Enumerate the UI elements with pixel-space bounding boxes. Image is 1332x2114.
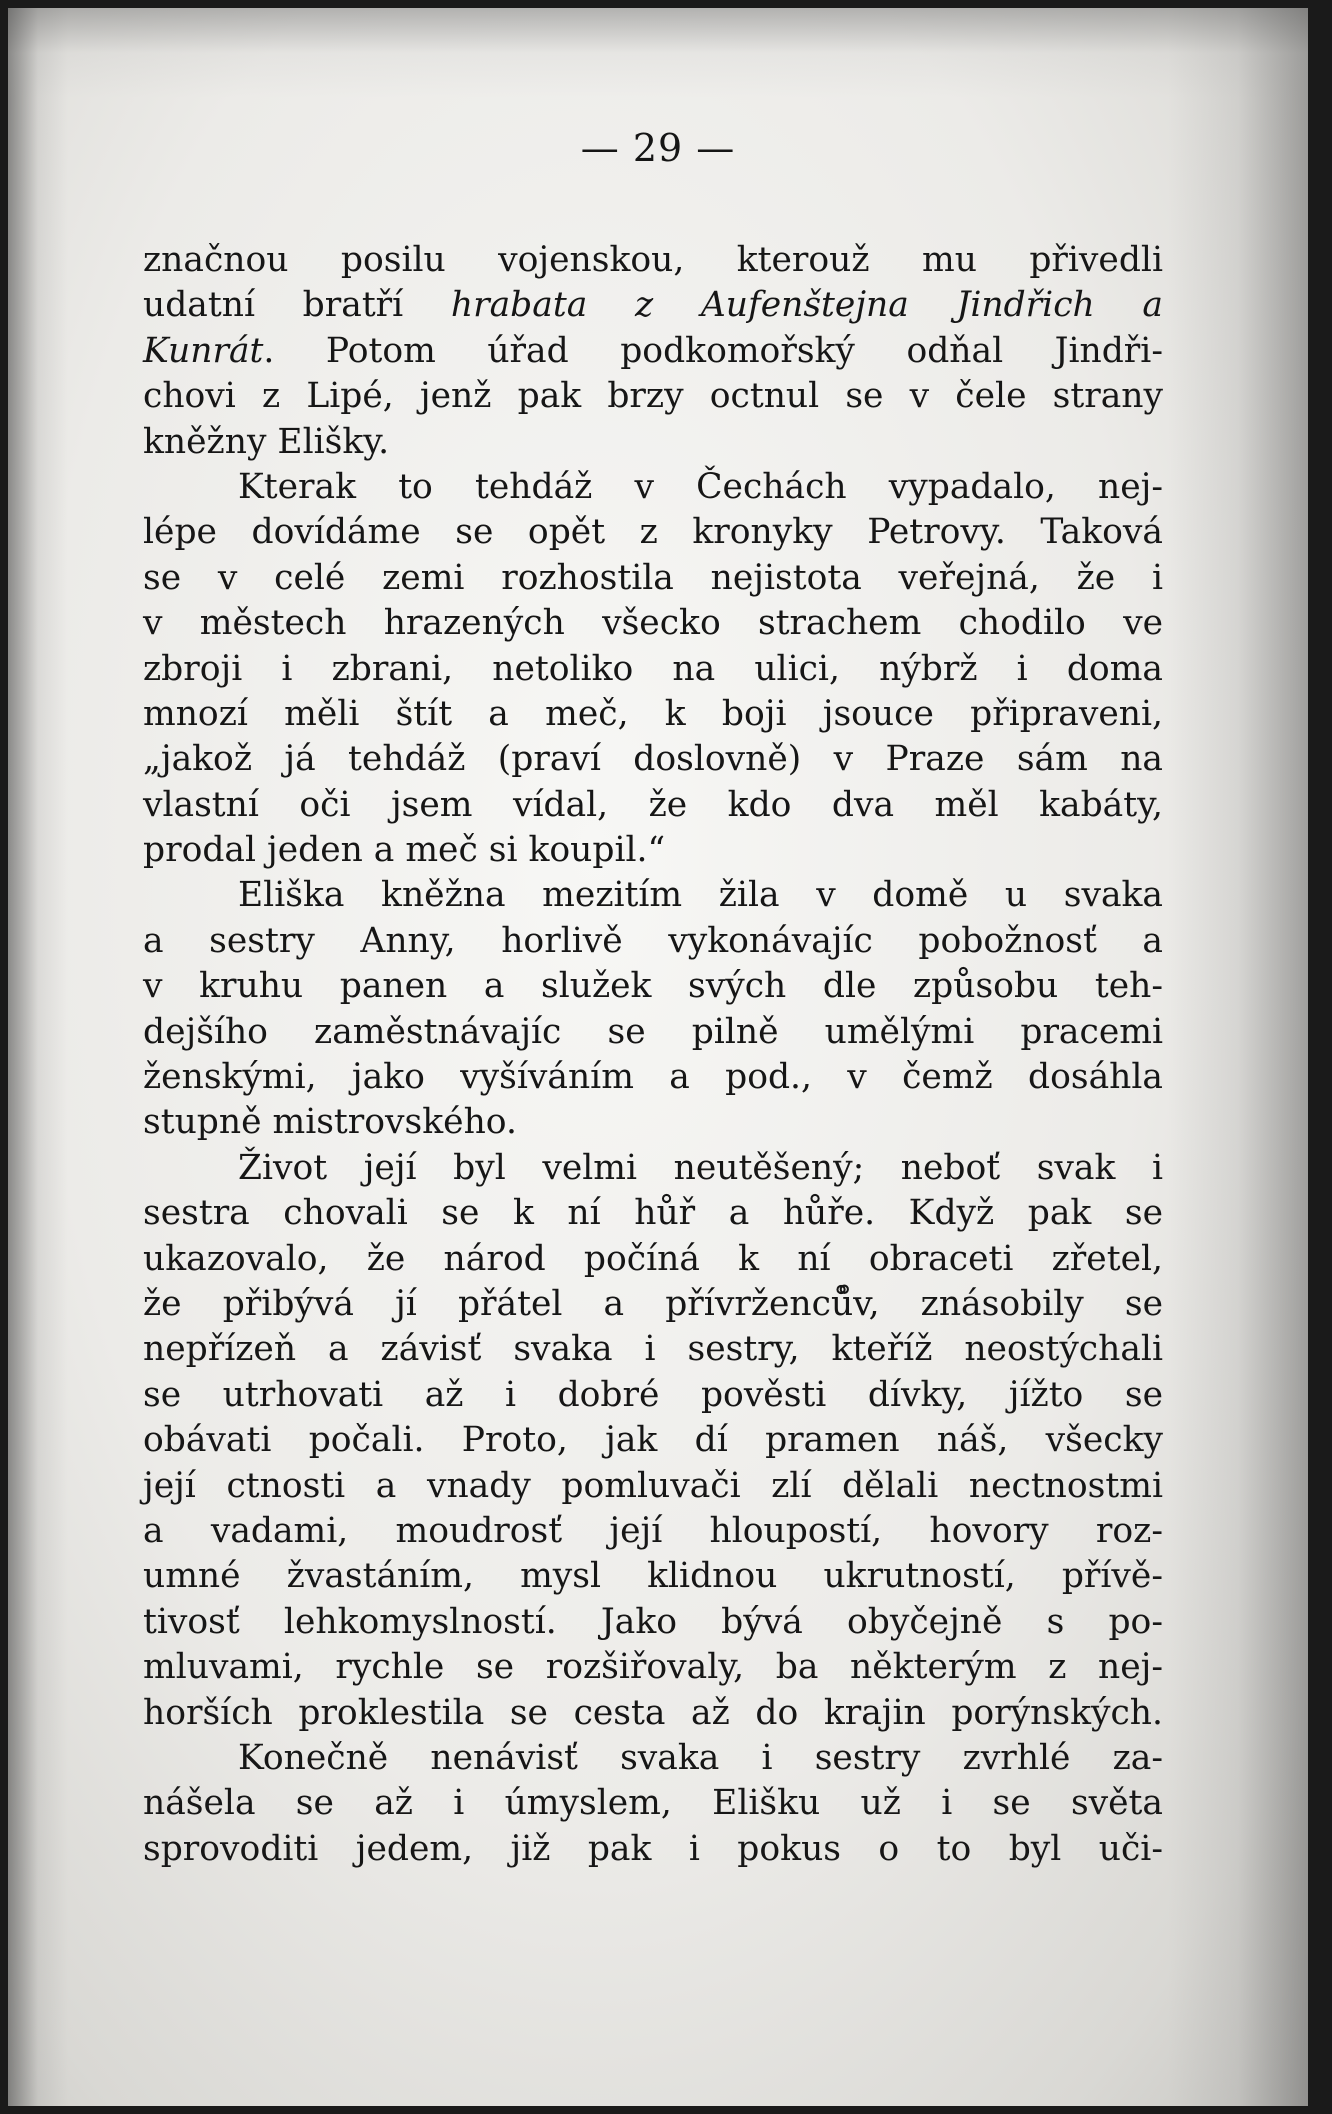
text-line: prodal jeden a meč si koupil.“ bbox=[143, 830, 666, 871]
text-line: obávati počali. Proto, jak dí pramen náš, všecky bbox=[143, 1420, 1163, 1461]
text-line: lépe dovídáme se opět z kronyky Petrovy. Taková bbox=[143, 512, 1163, 553]
text-line: značnou posilu vojenskou, kterouž mu přivedli bbox=[143, 240, 1163, 280]
text-line: sestra chovali se k ní hůř a hůře. Když pak se bbox=[143, 1193, 1163, 1234]
text-line: ženskými, jako vyšíváním a pod., v čemž dosáhla bbox=[143, 1057, 1163, 1098]
page-shadow-left bbox=[8, 8, 68, 2106]
text-line: a vadami, moudrosť její hloupostí, hovory roz- bbox=[143, 1510, 1163, 1551]
text-line: kněžny Elišky. bbox=[143, 421, 390, 462]
text-line: nepřízeň a závisť svaka i sestry, kteříž neostýchali bbox=[143, 1329, 1163, 1370]
text-line: tivosť lehkomyslností. Jako bývá obyčejně s po- bbox=[143, 1601, 1163, 1642]
text-line: její ctnosti a vnady pomluvači zlí dělali nectnostmi bbox=[143, 1465, 1163, 1506]
text-line: v kruhu panen a služek svých dle způsobu teh- bbox=[143, 966, 1163, 1007]
text-line bbox=[143, 329, 1163, 374]
page-number: — 29 — bbox=[580, 126, 736, 170]
text-line: sprovoditi jedem, již pak i pokus o to byl uči- bbox=[143, 1828, 1163, 1869]
page-shadow-right bbox=[1168, 8, 1308, 2106]
text-line: zbroji i zbrani, netoliko na ulici, nýbrž i doma bbox=[143, 648, 1163, 689]
text-line: umné žvastáním, mysl klidnou ukrutností, přívě- bbox=[143, 1556, 1163, 1597]
text-line: chovi z Lipé, jenž pak brzy octnul se v čele strany bbox=[143, 376, 1163, 417]
page-shadow-top bbox=[8, 8, 1308, 98]
text-line: „jakož já tehdáž (praví doslovně) v Praze sám na bbox=[143, 739, 1163, 780]
italic-names: Kunrát bbox=[143, 330, 264, 371]
text-line bbox=[143, 283, 1163, 328]
text-line: Eliška kněžna mezitím žila v domě u svaka bbox=[238, 875, 1163, 916]
text-span: . Potom úřad podkomořský odňal Jindři- bbox=[263, 330, 1163, 371]
text-line: nášela se až i úmyslem, Elišku už i se světa bbox=[143, 1783, 1163, 1824]
text-line: mnozí měli štít a meč, k boji jsouce připraveni, bbox=[143, 693, 1163, 734]
text-line: stupně mistrovského. bbox=[143, 1102, 517, 1143]
italic-names: hrabata z Aufenštejna Jindřich a bbox=[450, 285, 1163, 326]
text-line: se utrhovati až i dobré pověsti dívky, jížto se bbox=[143, 1374, 1163, 1415]
text-line: Kterak to tehdáž v Čechách vypadalo, nej- bbox=[238, 466, 1163, 507]
text-line: se v celé zemi rozhostila nejistota veřejná, že i bbox=[143, 557, 1163, 598]
text-span: udatní bratří bbox=[143, 285, 451, 326]
text-line: mluvami, rychle se rozšiřovaly, ba některým z nej- bbox=[143, 1647, 1163, 1688]
body-text bbox=[143, 238, 1163, 1872]
text-line: ukazovalo, že národ počíná k ní obraceti zřetel, bbox=[143, 1238, 1163, 1279]
text-line: a sestry Anny, horlivě vykonávajíc pobožnosť a bbox=[143, 920, 1163, 961]
text-line: dejšího zaměstnávajíc se pilně umělými pracemi bbox=[143, 1011, 1163, 1052]
text-line: Konečně nenávisť svaka i sestry zvrhlé za- bbox=[238, 1737, 1163, 1778]
book-page bbox=[8, 8, 1308, 2106]
text-line: v městech hrazených všecko strachem chodilo ve bbox=[143, 603, 1163, 644]
text-line: Život její byl velmi neutěšený; neboť svak i bbox=[238, 1147, 1163, 1188]
text-line: že přibývá jí přátel a přívrženců̊v, znásobily se bbox=[143, 1283, 1163, 1324]
text-line: vlastní oči jsem vídal, že kdo dva měl kabáty, bbox=[143, 784, 1163, 825]
text-line: horších proklestila se cesta až do krajin porýnských. bbox=[143, 1692, 1163, 1733]
